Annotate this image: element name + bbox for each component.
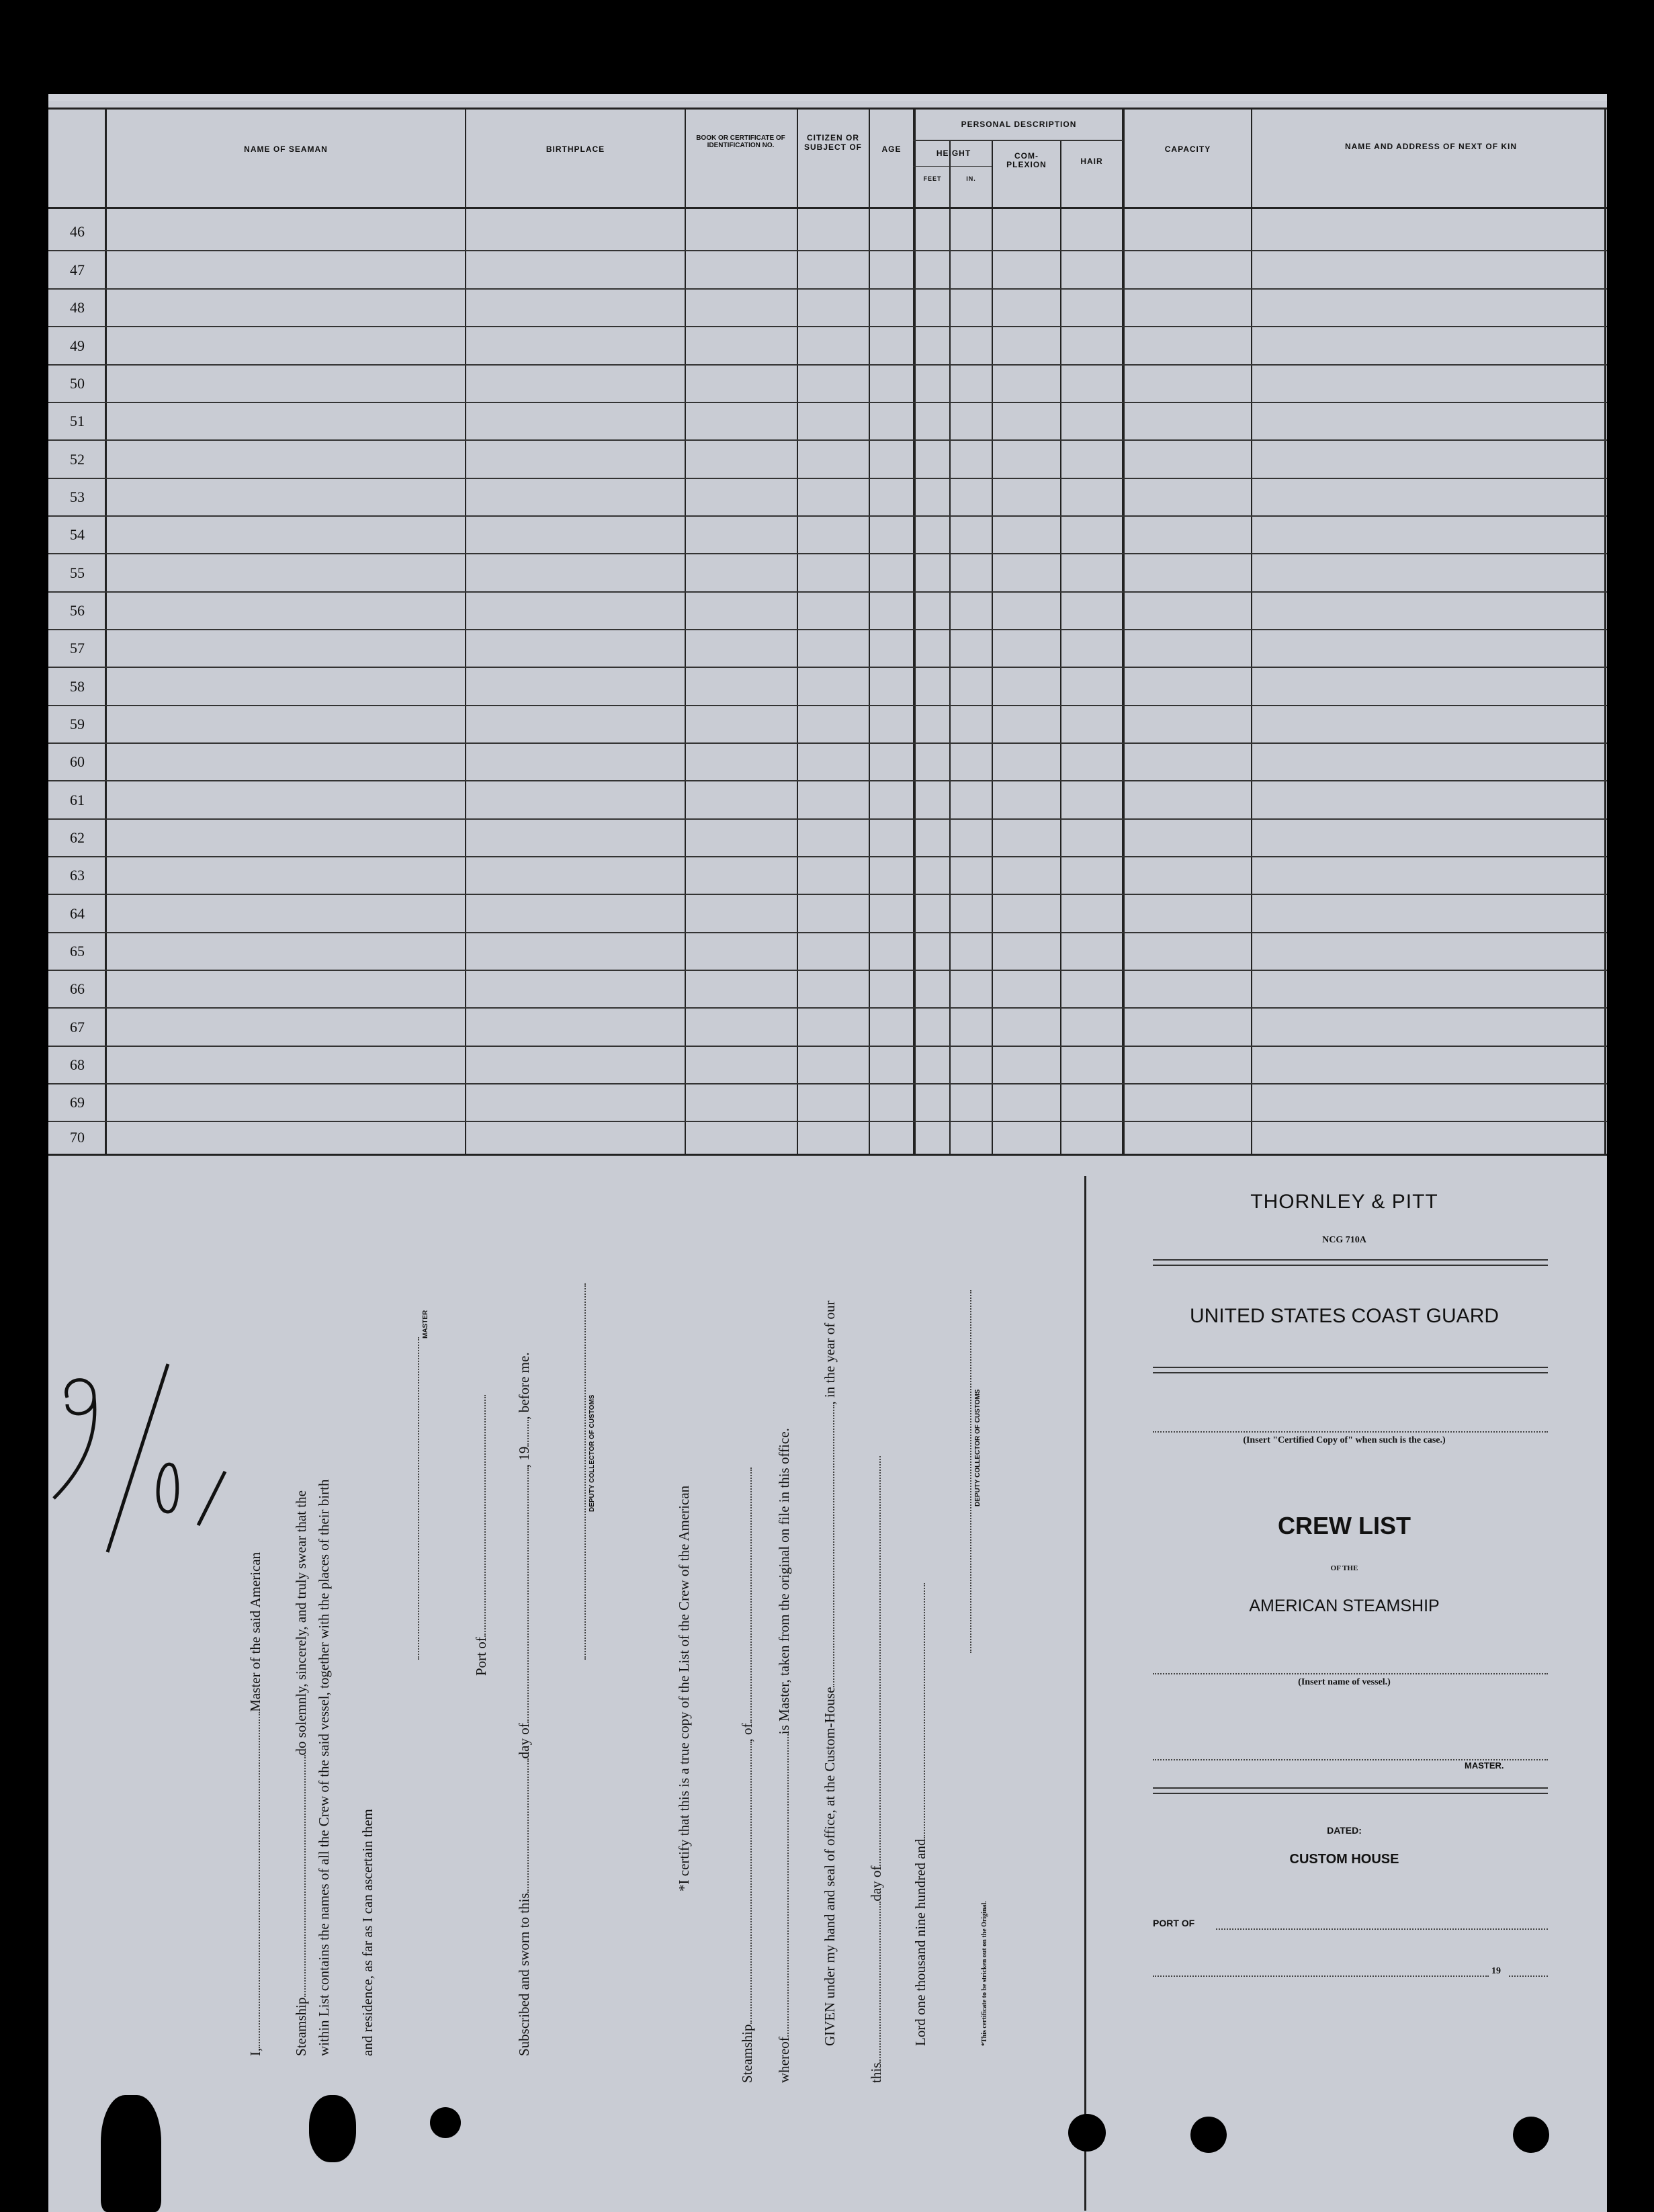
row-number: 61 [70,792,85,808]
oath-line-1: I,Master of the said American [247,1551,263,2056]
port-of-label: Port of [473,1395,490,1676]
master-label: MASTER. [1465,1760,1504,1771]
deputy-collector-label: DEPUTY COLLECTOR OF CUSTOMS [589,1394,596,1512]
header-citizen: CITIZEN OR SUBJECT OF [803,133,862,152]
deputy-collector-label-2: DEPUTY COLLECTOR OF CUSTOMS [974,1389,982,1506]
row-number: 64 [70,905,85,922]
header-hair: HAIR [1080,157,1103,166]
row-number: 66 [70,980,85,997]
certify-line-3: whereofis Master, taken from the original on file in this office. [776,1428,792,2083]
row-number: 60 [70,753,85,770]
row-number: 70 [70,1129,85,1146]
header-name-of-seaman: NAME OF SEAMAN [244,144,328,154]
certify-line-1: *I certify that this is a true copy of the List of the Crew of the American [676,1485,692,1891]
form-title: CREW LIST [1278,1512,1411,1539]
row-number: 55 [70,564,85,581]
row-number: 49 [70,337,85,354]
oath-line-4: and residence, as far as I can ascertain them [359,1809,376,2056]
header-birthplace: BIRTHPLACE [546,144,605,154]
handwritten-annotation [40,1357,242,1559]
row-number: 63 [70,867,85,884]
vessel-type: AMERICAN STEAMSHIP [1249,1597,1440,1615]
row-number: 62 [70,829,85,846]
row-number: 54 [70,526,85,543]
header-personal-description: PERSONAL DESCRIPTION [961,120,1077,129]
header-inches: IN. [966,175,976,182]
punch-hole [1513,2117,1549,2153]
row-number: 50 [70,375,85,392]
certified-copy-note: (Insert "Certified Copy of" when such is the case.) [1243,1435,1446,1445]
header-age: AGE [881,144,902,154]
row-number: 46 [70,223,85,240]
punch-hole [1068,2114,1106,2152]
master-signature-label: MASTER [422,1310,429,1338]
row-number: 69 [70,1094,85,1111]
binding-mark [101,2095,161,2212]
row-number: 51 [70,413,85,429]
dated-label: DATED: [1327,1825,1362,1836]
form-number: NCG 710A [1322,1235,1366,1245]
certificate-footnote: *This certificate to be stricken out on the Original. [981,1901,988,2046]
subscribed-sworn: Subscribed and sworn to thisday of, 19, before me. [516,1352,532,2056]
oath-line-3: within List contains the names of all the Crew of the said vessel, together with the places of their birth [316,1479,332,2056]
handwritten-9-01 [40,1357,242,1559]
row-number: 48 [70,299,85,316]
header-feet: FEET [923,175,942,182]
port-of-cover-label: PORT OF [1153,1918,1195,1928]
row-number: 57 [70,640,85,656]
row-number: 52 [70,451,85,468]
oath-line-2: Steamshipdo solemnly, sincerely, and truly swear that the [293,1490,309,2056]
row-number: 59 [70,716,85,732]
row-number: 68 [70,1056,85,1073]
header-capacity: CAPACITY [1164,144,1211,154]
of-the-label: OF THE [1330,1564,1358,1572]
vessel-name-note: (Insert name of vessel.) [1298,1677,1391,1687]
certify-line-2: Steamship, of [739,1468,756,2084]
header-complexion: COM- PLEXION [1006,151,1047,169]
row-number: 47 [70,261,85,278]
row-number: 65 [70,943,85,960]
header-book-certificate: BOOK OR CERTIFICATE OF IDENTIFICATION NO. [696,134,785,149]
row-number: 56 [70,602,85,619]
publisher-name: THORNLEY & PITT [1250,1191,1438,1213]
binding-mark [309,2095,356,2162]
punch-hole [430,2107,461,2138]
certify-line-4: GIVEN under my hand and seal of office, at the Custom-House, in the year of our [822,1300,838,2046]
header-height: HEIGHT [936,148,971,158]
certify-line-6: Lord one thousand nine hundred and [912,1583,929,2046]
certify-line-5: thisday of [868,1456,885,2083]
custom-house-label: CUSTOM HOUSE [1289,1852,1399,1867]
year-label: 19 [1491,1966,1501,1976]
row-number: 58 [70,678,85,695]
header-next-of-kin: NAME AND ADDRESS OF NEXT OF KIN [1344,142,1518,151]
agency-name: UNITED STATES COAST GUARD [1189,1305,1499,1327]
row-number: 67 [70,1019,85,1035]
punch-hole [1190,2117,1227,2153]
row-number: 53 [70,488,85,505]
